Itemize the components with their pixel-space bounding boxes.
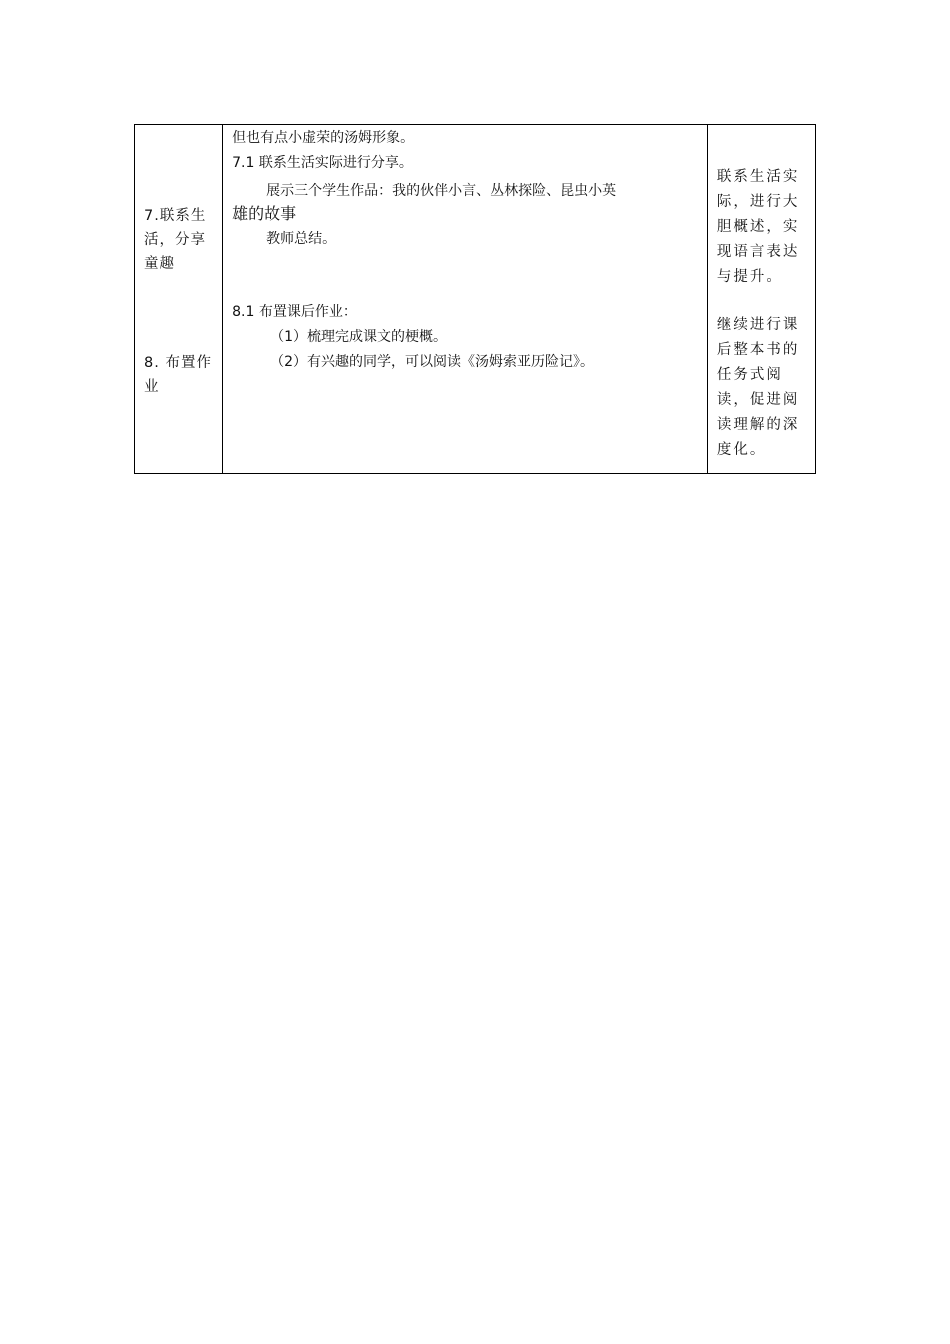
content-line-4: 雄的故事 [232, 204, 297, 223]
content-line-2: 7.1 联系生活实际进行分享。 [232, 155, 413, 171]
content-line-5: 教师总结。 [266, 231, 337, 247]
stage-8-label: 8. 布置作业 [144, 355, 212, 395]
intent-cell [707, 125, 815, 474]
content-cell [223, 125, 708, 474]
intent-8-text: 继续进行课后整本书的任务式阅读，促进阅读理解的深度化。 [716, 317, 800, 458]
content-line-7: （1）梳理完成课文的梗概。 [270, 329, 448, 345]
intent-7-text: 联系生活实际，进行大胆概述，实现语言表达与提升。 [716, 169, 800, 285]
stage-7-label: 7.联系生活，分享童趣 [144, 208, 207, 272]
lesson-plan-table [134, 124, 816, 474]
table-row [135, 125, 816, 474]
content-line-6: 8.1 布置课后作业： [232, 304, 357, 320]
stage-cell [135, 125, 223, 474]
content-line-8: （2）有兴趣的同学，可以阅读《汤姆索亚历险记》。 [270, 354, 595, 370]
content-line-3: 展示三个学生作品：我的伙伴小言、丛林探险、昆虫小英 [266, 183, 617, 199]
content-line-1: 但也有点小虚荣的汤姆形象。 [232, 130, 415, 146]
